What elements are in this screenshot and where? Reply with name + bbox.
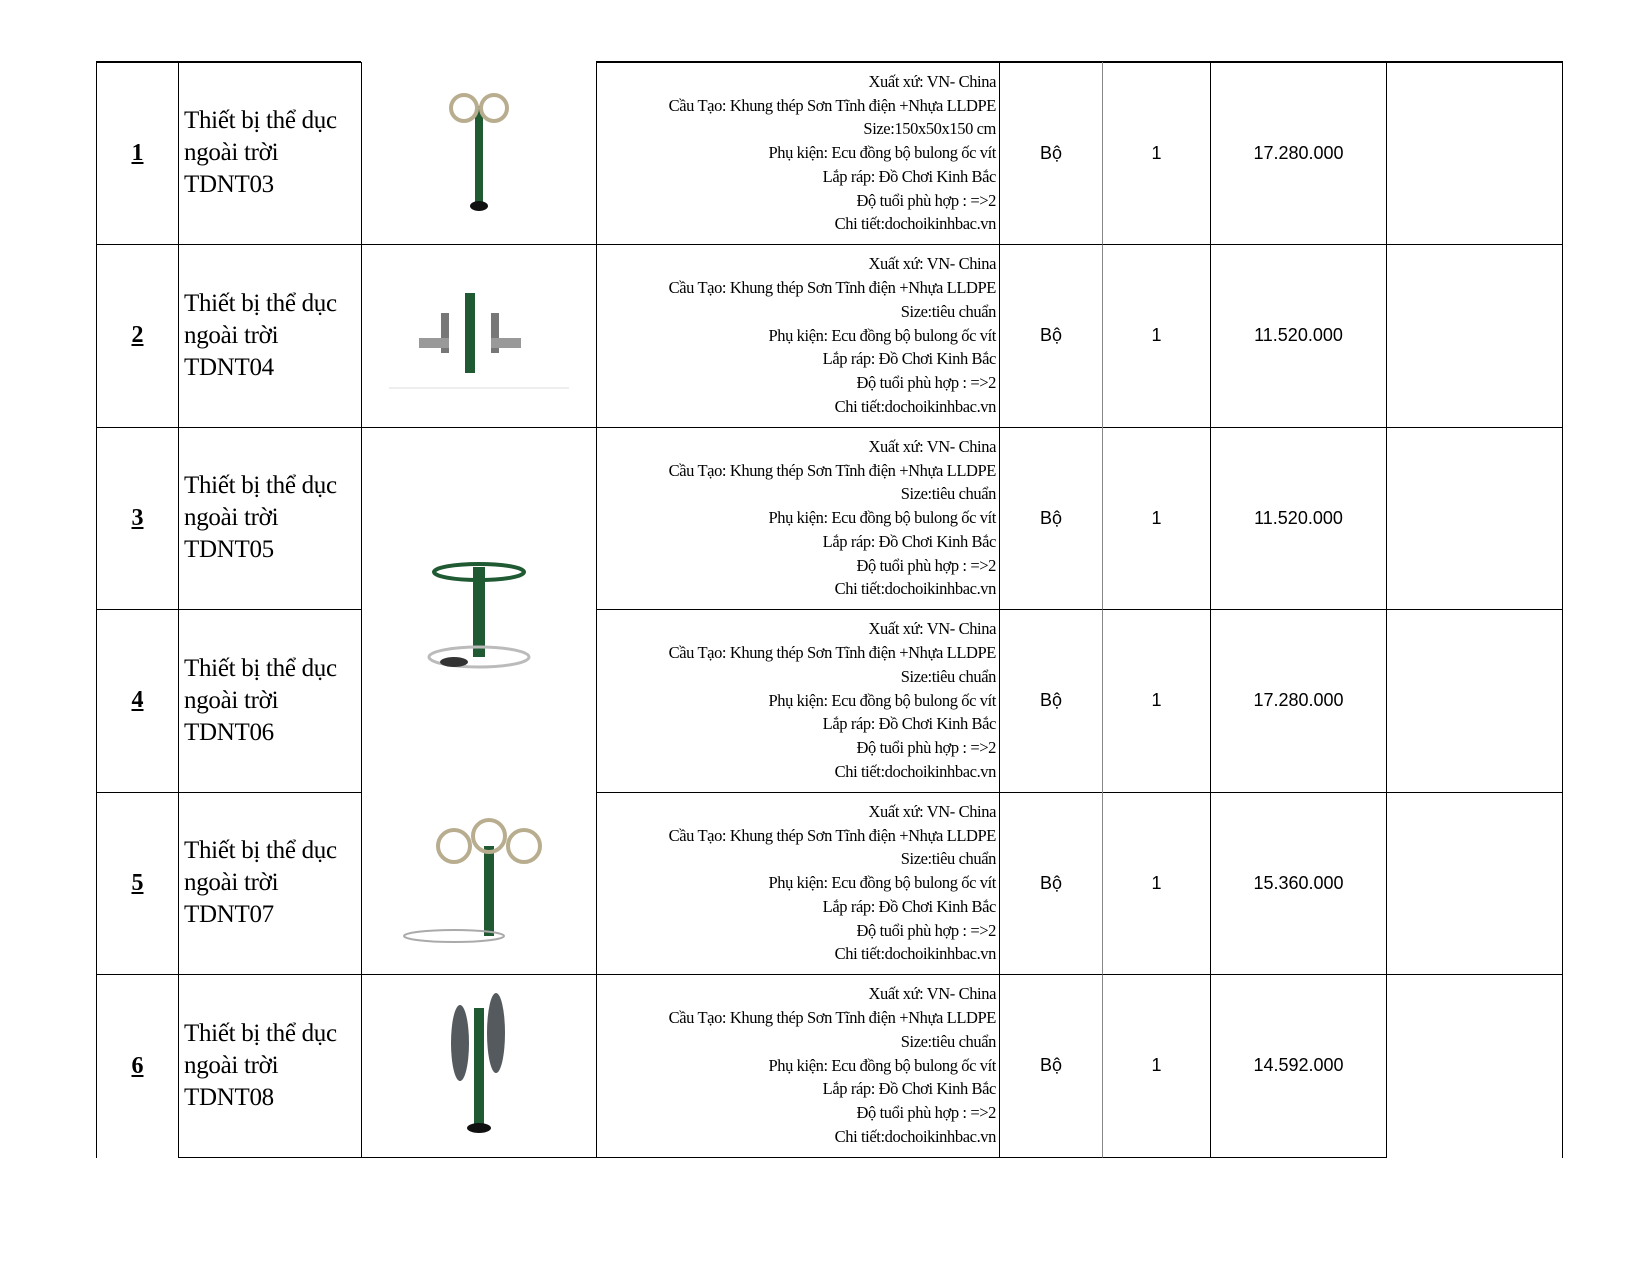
description-line: Chi tiết:dochoikinhbac.vn [834, 396, 996, 416]
description-line: Chi tiết:dochoikinhbac.vn [834, 761, 996, 781]
table-row [96, 427, 1563, 610]
product-image-cell [361, 792, 596, 975]
description-line: Độ tuổi phù hợp : =>2 [856, 738, 996, 758]
row-number [96, 245, 178, 428]
quantity-text: 1 [1151, 142, 1162, 163]
quantity [1102, 792, 1210, 975]
description-line: Size:tiêu chuẩn [900, 484, 996, 504]
product-name-line: Thiết bị thể dục [184, 107, 337, 134]
row-number-text: 6 [131, 1052, 144, 1079]
product-name [178, 245, 361, 428]
product-name-line: ngoài trời [184, 139, 279, 166]
unit-text: Bộ [1039, 1055, 1063, 1075]
unit [999, 975, 1102, 1158]
description-line: Xuất xứ: VN- China [868, 801, 996, 821]
description-line: Size:tiêu chuẩn [900, 849, 996, 869]
description-line: Size:150x50x150 cm [863, 119, 996, 139]
unit-text: Bộ [1039, 142, 1063, 163]
price-text: 17.280.000 [1253, 142, 1344, 163]
twin-wheel-exerciser-image [419, 86, 539, 221]
product-code: TDNT07 [184, 901, 274, 928]
unit [999, 610, 1102, 793]
description-line: Phụ kiện: Ecu đồng bộ bulong ốc vít [768, 508, 996, 528]
table-row [96, 245, 1563, 428]
description-line: Độ tuổi phù hợp : =>2 [856, 555, 996, 575]
product-code: TDNT08 [184, 1083, 274, 1111]
price [1210, 792, 1386, 975]
description-line: Chi tiết:dochoikinhbac.vn [834, 944, 996, 964]
row-number-text: 4 [131, 687, 144, 713]
description-line: Độ tuổi phù hợp : =>2 [856, 373, 996, 393]
row-number [96, 427, 178, 610]
product-code: TDNT06 [184, 718, 274, 746]
description-line: Xuất xứ: VN- China [868, 436, 996, 456]
row-number [96, 610, 178, 793]
description-line: Lắp ráp: Đồ Chơi Kinh Bắc [822, 166, 996, 186]
product-image-cell [361, 245, 596, 428]
table-row [96, 792, 1563, 975]
quantity [1102, 427, 1210, 610]
unit [999, 245, 1102, 428]
unit [999, 792, 1102, 975]
description-line: Lắp ráp: Đồ Chơi Kinh Bắc [822, 531, 996, 551]
row-number [96, 975, 178, 1158]
description-line: Xuất xứ: VN- China [868, 984, 996, 1004]
description-line: Cầu Tạo: Khung thép Sơn Tĩnh điện +Nhựa LLDPE [668, 95, 996, 115]
description-line: Lắp ráp: Đồ Chơi Kinh Bắc [822, 1079, 996, 1099]
description-line: Size:tiêu chuẩn [900, 1031, 996, 1051]
quantity [1102, 245, 1210, 428]
note-cell [1386, 792, 1563, 975]
product-code: TDNT04 [184, 353, 274, 381]
description-line: Cầu Tạo: Khung thép Sơn Tĩnh điện +Nhựa LLDPE [668, 825, 996, 845]
product-image-cell [361, 975, 596, 1158]
product-description [596, 245, 999, 428]
description-line: Xuất xứ: VN- China [868, 254, 996, 274]
product-description [596, 62, 999, 245]
triple-wheel-exerciser-image [394, 811, 564, 956]
quantity [1102, 62, 1210, 245]
product-name-line: Thiết bị thể dục [184, 472, 337, 499]
description-line: Cầu Tạo: Khung thép Sơn Tĩnh điện +Nhựa LLDPE [668, 1008, 996, 1027]
description-line: Lắp ráp: Đồ Chơi Kinh Bắc [822, 349, 996, 369]
unit-text: Bộ [1039, 690, 1063, 710]
price [1210, 62, 1386, 245]
product-name [178, 427, 361, 610]
description-line: Cầu Tạo: Khung thép Sơn Tĩnh điện +Nhựa LLDPE [668, 278, 996, 297]
description-line: Xuất xứ: VN- China [868, 71, 996, 91]
description-line: Size:tiêu chuẩn [900, 301, 996, 321]
quantity-text: 1 [1151, 325, 1162, 345]
product-name-line: Thiết bị thể dục [184, 289, 337, 317]
tai-chi-disc-image [414, 988, 544, 1143]
note-cell [1386, 975, 1563, 1158]
product-name-line: Thiết bị thể dục [184, 837, 337, 864]
price-text: 17.280.000 [1253, 690, 1344, 710]
quantity-text: 1 [1151, 1055, 1162, 1075]
unit [999, 62, 1102, 245]
unit-text: Bộ [1039, 325, 1063, 345]
product-name-line: ngoài trời [184, 1051, 279, 1079]
price [1210, 245, 1386, 428]
product-name-line: Thiết bị thể dục [184, 1019, 337, 1047]
price [1210, 610, 1386, 793]
product-name-line: Thiết bị thể dục [184, 654, 337, 682]
row-number-text: 1 [131, 139, 144, 166]
table-row [96, 975, 1563, 1158]
description-line: Cầu Tạo: Khung thép Sơn Tĩnh điện +Nhựa LLDPE [668, 460, 996, 480]
quantity-text: 1 [1151, 507, 1162, 528]
product-name-line: ngoài trời [184, 869, 279, 896]
product-name [178, 62, 361, 245]
note-cell [1386, 610, 1563, 793]
product-description [596, 792, 999, 975]
description-line: Phụ kiện: Ecu đồng bộ bulong ốc vít [768, 873, 996, 893]
quantity [1102, 610, 1210, 793]
description-line: Phụ kiện: Ecu đồng bộ bulong ốc vít [768, 690, 996, 710]
product-description [596, 610, 999, 793]
product-name [178, 610, 361, 793]
price-text: 14.592.000 [1253, 1055, 1344, 1075]
product-code: TDNT05 [184, 536, 274, 563]
description-line: Lắp ráp: Đồ Chơi Kinh Bắc [822, 896, 996, 916]
unit-text: Bộ [1039, 872, 1063, 893]
description-line: Độ tuổi phù hợp : =>2 [856, 920, 996, 940]
unit-text: Bộ [1039, 507, 1063, 528]
product-name [178, 975, 361, 1158]
price-text: 11.520.000 [1254, 507, 1343, 528]
description-line: Cầu Tạo: Khung thép Sơn Tĩnh điện +Nhựa LLDPE [668, 643, 996, 662]
quantity-text: 1 [1151, 690, 1162, 710]
description-line: Lắp ráp: Đồ Chơi Kinh Bắc [822, 714, 996, 734]
description-line: Size:tiêu chuẩn [900, 666, 996, 686]
product-name-line: ngoài trời [184, 321, 279, 349]
row-number [96, 792, 178, 975]
description-line: Độ tuổi phù hợp : =>2 [856, 1103, 996, 1123]
description-line: Độ tuổi phù hợp : =>2 [856, 190, 996, 210]
price-text: 11.520.000 [1254, 325, 1343, 345]
product-description [596, 975, 999, 1158]
product-image-cell [361, 62, 596, 245]
product-name-line: ngoài trời [184, 504, 279, 531]
table-row [96, 62, 1563, 245]
row-number-text: 5 [131, 869, 144, 896]
row-number-text: 3 [131, 504, 144, 531]
product-code: TDNT03 [184, 171, 274, 198]
description-line: Chi tiết:dochoikinhbac.vn [834, 214, 996, 234]
description-line: Xuất xứ: VN- China [868, 619, 996, 639]
description-line: Chi tiết:dochoikinhbac.vn [834, 1126, 996, 1146]
table-row [96, 610, 1563, 793]
product-image-cell-merged [361, 610, 596, 793]
product-name-line: ngoài trời [184, 686, 279, 714]
price-text: 15.360.000 [1253, 872, 1344, 893]
note-cell [1386, 245, 1563, 428]
quantity-text: 1 [1151, 872, 1162, 893]
note-cell [1386, 62, 1563, 245]
price [1210, 975, 1386, 1158]
row-number [96, 62, 178, 245]
product-name [178, 792, 361, 975]
pedal-seat-exerciser-image [379, 268, 579, 403]
note-cell [1386, 427, 1563, 610]
description-line: Phụ kiện: Ecu đồng bộ bulong ốc vít [768, 143, 996, 163]
description-line: Chi tiết:dochoikinhbac.vn [834, 579, 996, 599]
row-number-text: 2 [131, 322, 144, 348]
quantity [1102, 975, 1210, 1158]
price [1210, 427, 1386, 610]
description-line: Phụ kiện: Ecu đồng bộ bulong ốc vít [768, 325, 996, 345]
unit [999, 427, 1102, 610]
product-description [596, 427, 999, 610]
description-line: Phụ kiện: Ecu đồng bộ bulong ốc vít [768, 1055, 996, 1075]
